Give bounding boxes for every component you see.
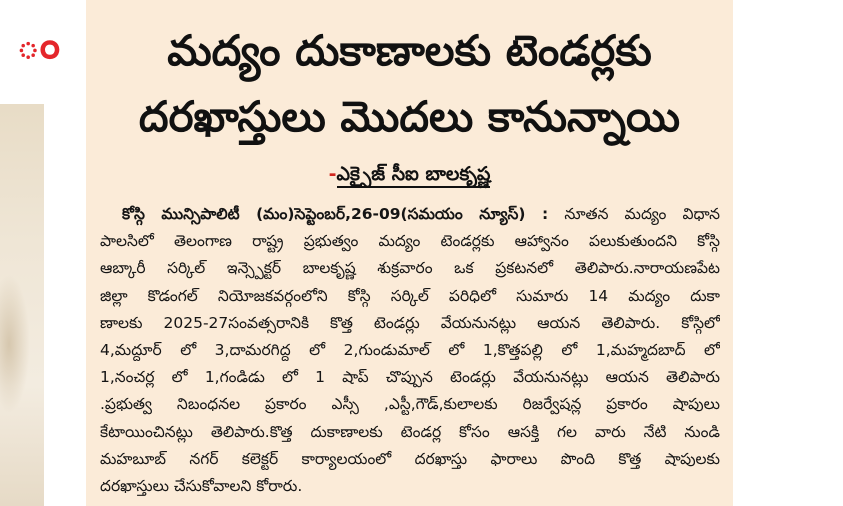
headline-line-1: మద్యం దుకాణాలకు టెండర్లకు: [167, 26, 652, 75]
article-headline: [86, 18, 733, 150]
article-byline: [86, 162, 733, 186]
byline-dash: -: [328, 163, 337, 185]
article-body-line: [100, 201, 720, 228]
news-article: [86, 0, 733, 506]
article-body-text: నూతన మద్యం విధాన: [564, 205, 720, 223]
article-body-line: ఆబ్కారీ సర్కిల్ ఇన్స్పెక్టర్ బాలకృష్ణ శుక్రవారం ఒక ప్రకటనలో తెలిపారు.నారాయణపేట: [100, 259, 720, 278]
article-body-line: జిల్లా కొడంగల్ నియోజకవర్గంలోని కోస్గి సర్కిల్ పరిధిలో సుమారు 14 మద్యం దుకా: [100, 286, 720, 305]
article-body-line: ణాలకు 2025-27సంవత్సరానికి కొత్త టెండర్లు వేయనునట్లు ఆయన తెలిపారు. కోస్గిలో: [100, 313, 720, 332]
masthead-logo-fragment: ం: [16, 22, 60, 68]
photo-fragment: [0, 104, 44, 506]
headline-line-2: దరఖాస్తులు మొదలు కానున్నాయి: [138, 92, 681, 141]
left-page-strip: [0, 0, 86, 506]
article-body: [100, 201, 720, 500]
article-body-line: .ప్రభుత్వ నిబంధనల ప్రకారం ఎస్సీ ,ఎస్టీ,గౌడ్,కులాలకు రిజర్వేషన్ల ప్రకారం షాపులు: [100, 395, 720, 414]
byline-name: ఎక్సైజ్ సీఐ బాలకృష్ణ: [337, 163, 491, 188]
article-body-line: 4,మద్దూర్ లో 3,దామరగిద్ద లో 2,గుండుమాల్ లో 1,కొత్తపల్లి లో 1,మహ్మదబాద్ లో: [100, 341, 720, 360]
article-dateline: కోస్గి మున్సిపాలిటీ (మం)సెప్టెంబర్,26-09(సమయం న్యూస్) :: [122, 205, 549, 223]
article-body-line: పాలసిలో తెలంగాణ రాష్ట్ర ప్రభుత్వం మద్యం టెండర్లకు ఆహ్వానం పలుకుతుందని కోస్గి: [100, 232, 720, 251]
article-body-line: 1,నంచర్ల లో 1,గండిడు లో 1 షాప్ చొప్పున టెండర్లు వేయనునట్లు ఆయన తెలిపారు: [100, 368, 720, 387]
right-page-margin: [733, 0, 843, 506]
photo-shade: [0, 274, 30, 414]
article-body-line: మహబూబ్ నగర్ కలెక్టర్ కార్యాలయంలో దరఖాస్తు ఫారాలు పొంది కొత్త షాపులకు: [100, 449, 720, 468]
article-body-line: దరఖాస్తులు చేసుకోవాలని కోరారు.: [100, 477, 303, 496]
article-body-line: కేటాయించినట్లు తెలిపారు.కొత్త దుకాణాలకు టెండర్ల కోసం ఆసక్తి గల వారు నేటి నుండి: [100, 422, 720, 441]
